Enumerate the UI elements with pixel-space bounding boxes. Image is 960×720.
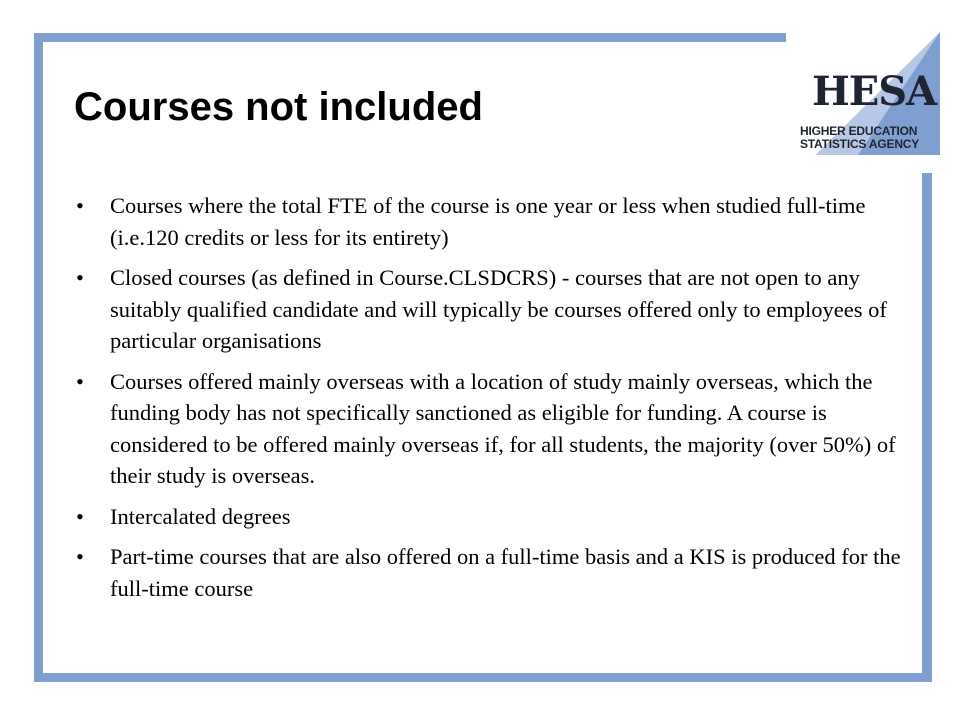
bullet-text: Courses offered mainly overseas with a location of study mainly overseas, which the funding body has not specifically sanctioned as eligible for funding. A course is considered to be offered mainly overseas if, for all students, the majority (over 50%) of their study is overseas.: [110, 368, 896, 488]
bullet-list: [74, 190, 904, 613]
bullet-text: Courses where the total FTE of the course is one year or less when studied full-time (i.e.120 credits or less for its entirety): [110, 193, 866, 250]
bullet-dot-icon: •: [76, 544, 84, 569]
frame-left-bar: [34, 33, 43, 682]
frame-top-bar: [34, 33, 786, 42]
bullet-item: [74, 190, 904, 253]
frame-right-bar: [922, 173, 932, 682]
hesa-logo: [790, 30, 940, 155]
bullet-dot-icon: •: [76, 368, 84, 394]
hesa-logo-line1: HIGHER EDUCATION: [800, 124, 918, 138]
bullet-text: Closed courses (as defined in Course.CLSDCRS) - courses that are not open to any suitably qualified candidate and will typically be courses offered only to employees of particular organisations: [110, 265, 887, 353]
frame-bottom-bar: [34, 673, 932, 682]
bullet-dot-icon: •: [76, 503, 84, 529]
bullet-item: [74, 541, 904, 604]
bullet-text: Intercalated degrees: [110, 503, 291, 529]
bullet-dot-icon: •: [76, 265, 84, 290]
bullet-item: [74, 262, 904, 357]
bullet-item: [74, 366, 904, 492]
hesa-logo-line2: STATISTICS AGENCY: [800, 137, 920, 151]
bullet-dot-icon: •: [76, 193, 84, 218]
slide-title: Courses not included: [74, 85, 483, 129]
bullet-text: Part-time courses that are also offered on a full-time basis and a KIS is produced for the full-time course: [110, 544, 901, 601]
hesa-logo-wordmark: HESA: [812, 68, 937, 115]
bullet-item: [74, 501, 904, 533]
